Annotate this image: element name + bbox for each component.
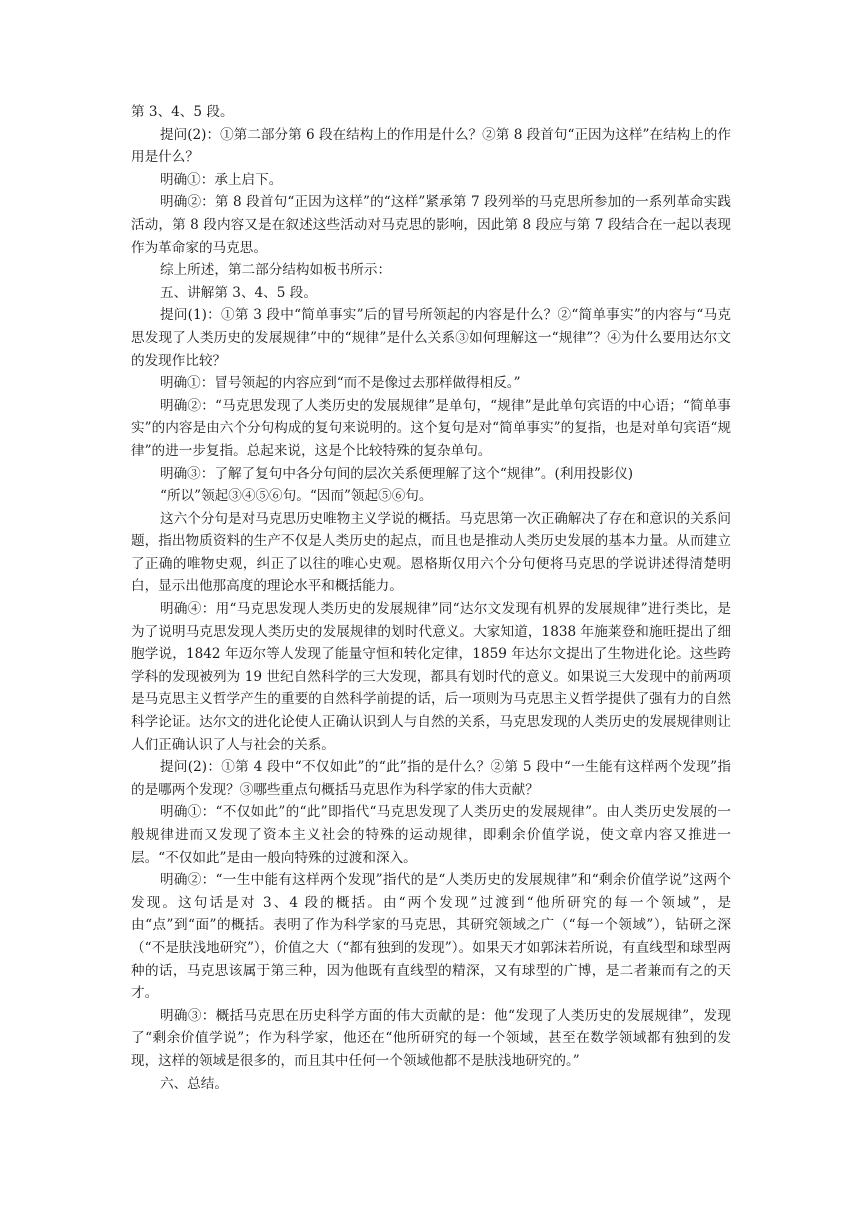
paragraph: 明确②：“一生中能有这样两个发现”指代的是“人类历史的发展规律”和“剩余价值学说”这两个发现。这句话是对 3、4 段的概括。由“两个发现”过渡到“他所研究的每一个领域”，是由“点”到“面”的概括。表明了作为科学家的马克思，其研究领域之广（“每一个领域”），钻研之深（“不是肤浅地研究”），价值之大（“都有独到的发现”）。如果天才如郭沫若所说，有直线型和球型两种的话，马克思该属于第三种，因为他既有直线型的精深，又有球型的广博，是二者兼而有之的天才。 <box>131 872 731 1002</box>
section-heading: 六、总结。 <box>160 1075 228 1092</box>
paragraph: 提问(2)：①第二部分第 6 段在结构上的作用是什么？②第 8 段首句“正因为这样”在结构上的作用是什么？ <box>131 126 731 166</box>
paragraph: 明确②：“马克思发现了人类历史的发展规律”是单句，“规律”是此单句宾语的中心语；“简单事实”的内容是由六个分句构成的复句来说明的。这个复句是对“简单事实”的复指，也是对单句宾语“规律”的进一步复指。总起来说，这是个比较特殊的复杂单句。 <box>131 397 731 459</box>
paragraph: 这六个分句是对马克思历史唯物主义学说的概括。马克思第一次正确解决了存在和意识的关系问题，指出物质资料的生产不仅是人类历史的起点，而且也是推动人类历史发展的基本力量。从而建立了正确的唯物史观，纠正了以往的唯心史观。恩格斯仅用六个分句便将马克思的学说讲述得清楚明白，显示出他那高度的理论水平和概括能力。 <box>131 510 731 595</box>
section-heading: 五、讲解第 3、4、5 段。 <box>160 284 317 301</box>
document-page <box>131 101 731 1095</box>
paragraph: 明确③：了解了复句中各分句间的层次关系便理解了这个“规律”。(利用投影仪) <box>160 465 634 482</box>
paragraph: 综上所述，第二部分结构如板书所示： <box>160 262 392 279</box>
paragraph: 提问(2)：①第 4 段中“不仅如此”的“此”指的是什么？②第 5 段中“一生能有这样两个发现”指的是哪两个发现？③哪些重点句概括马克思作为科学家的伟大贡献？ <box>131 759 731 798</box>
paragraph: 第 3、4、5 段。 <box>131 104 234 120</box>
paragraph: 明确②：第 8 段首句“正因为这样”的“这样”紧承第 7 段列举的马克思所参加的一系列革命实践活动，第 8 段内容又是在叙述这些活动对马克思的影响，因此第 8 段应与第 7 段结合在一起以表现作为革命家的马克思。 <box>131 194 731 256</box>
paragraph: “所以”领起③④⑤⑥句。“因而”领起⑤⑥句。 <box>160 488 433 505</box>
paragraph: 明确③：概括马克思在历史科学方面的伟大贡献的是：他“发现了人类历史的发展规律”，发现了“剩余价值学说”；作为科学家，他还在“他所研究的每一个领域，甚至在数学领域都有独到的发现，这样的领域是很多的，而且其中任何一个领域他都不是肤浅地研究的。” <box>131 1007 731 1069</box>
paragraph: 明确①：“不仅如此”的“此”即指代“马克思发现了人类历史的发展规律”。由人类历史发展的一般规律进而又发现了资本主义社会的特殊的运动规律，即剩余价值学说，使文章内容又推进一层。“不仅如此”是由一般向特殊的过渡和深入。 <box>131 804 731 866</box>
paragraph: 明确①：冒号领起的内容应到“而不是像过去那样做得相反。” <box>160 375 521 392</box>
paragraph: 提问(1)：①第 3 段中“简单事实”后的冒号所领起的内容是什么？②“简单事实”的内容与“马克思发现了人类历史的发展规律”中的“规律”是什么关系③如何理解这一“规律”？④为什么要用达尔文的发现作比较？ <box>131 307 731 369</box>
paragraph: 明确④：用“马克思发现人类历史的发展规律”同“达尔文发现有机界的发展规律”进行类比，是为了说明马克思发现人类历史的发展规律的划时代意义。大家知道，1838 年施莱登和施旺提出了细胞学说，1842 年迈尔等人发现了能量守恒和转化定律，1859 年达尔文提出了生物进化论。这些跨学科的发现被列为 19 世纪自然科学的三大发现，都具有划时代的意义。如果说三大发现中的前两项是马克思主义哲学产生的重要的自然科学前提的话，后一项则为马克思主义哲学提供了强有力的自然科学论证。达尔文的进化论使人正确认识到人与自然的关系，马克思发现的人类历史的发展规律则让人们正确认识了人与社会的关系。 <box>131 601 731 753</box>
paragraph: 明确①：承上启下。 <box>160 171 283 188</box>
